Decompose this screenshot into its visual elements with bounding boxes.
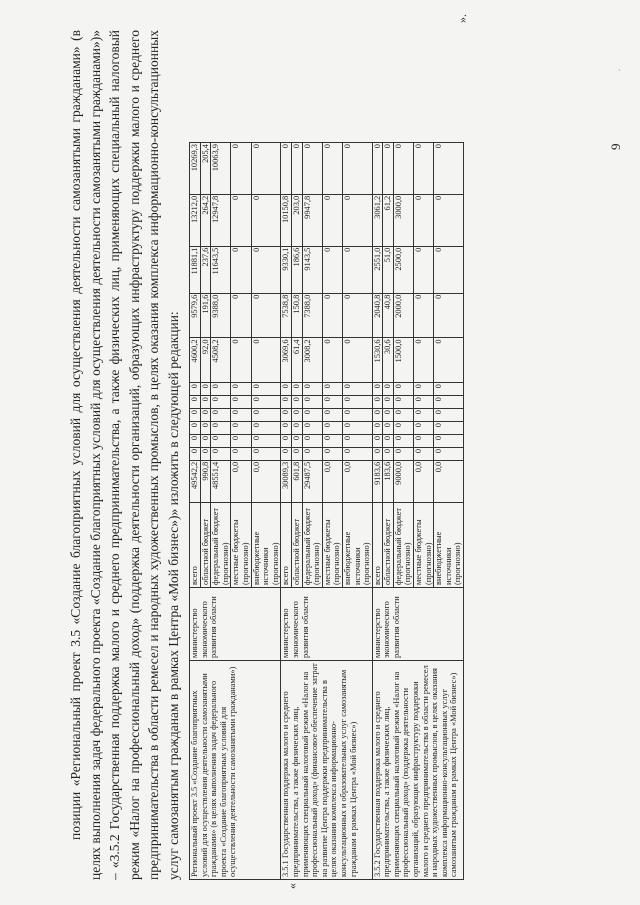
value-cell: 0 (342, 246, 372, 293)
value-cell: 51,0 (383, 246, 394, 293)
value-cell: 9000,0 (393, 460, 413, 502)
funding-source-cell: всего (372, 503, 383, 588)
value-cell: 0 (322, 447, 342, 460)
value-cell: 205,4 (200, 143, 211, 195)
budget-table (189, 30, 464, 880)
value-cell: 0 (200, 396, 211, 409)
value-cell: 0 (434, 293, 464, 338)
value-cell: 0 (393, 396, 413, 409)
value-cell: 13212,0 (190, 194, 201, 246)
value-cell: 0 (231, 434, 251, 447)
value-cell: 9579,6 (190, 293, 201, 338)
value-cell: 0,0 (342, 460, 372, 502)
value-cell: 9388,0 (211, 293, 231, 338)
funding-source-cell: федеральный бюджет (прогнозно) (302, 503, 322, 588)
value-cell: 0 (342, 143, 372, 195)
value-cell: 0 (383, 396, 394, 409)
value-cell: 0 (251, 143, 281, 195)
value-cell: 0 (190, 447, 201, 460)
value-cell: 0 (190, 422, 201, 435)
value-cell: 0 (383, 422, 394, 435)
value-cell: 9143,5 (302, 246, 322, 293)
value-cell: 0 (414, 422, 434, 435)
value-cell: 0 (383, 434, 394, 447)
value-cell: 0 (414, 246, 434, 293)
value-cell: 0 (414, 143, 434, 195)
value-cell: 0 (414, 383, 434, 396)
funding-source-cell: всего (281, 503, 292, 588)
value-cell: 0 (434, 434, 464, 447)
value-cell: 0 (291, 143, 302, 195)
value-cell: 9330,1 (281, 246, 292, 293)
value-cell: 0 (231, 447, 251, 460)
value-cell: 0 (211, 383, 231, 396)
value-cell: 0 (342, 447, 372, 460)
value-cell: 0 (291, 422, 302, 435)
funding-source-cell: всего (190, 503, 201, 588)
value-cell: 0 (302, 383, 322, 396)
value-cell: 0 (200, 447, 211, 460)
value-cell: 0 (414, 447, 434, 460)
value-cell: 0 (342, 409, 372, 422)
value-cell: 0 (211, 396, 231, 409)
value-cell: 0 (251, 246, 281, 293)
value-cell: 30,6 (383, 338, 394, 383)
rotated-page-content (66, 14, 606, 889)
value-cell: 0 (251, 434, 281, 447)
closing-quote: ». (455, 14, 470, 23)
value-cell: 4508,2 (211, 338, 231, 383)
value-cell: 61,2 (383, 194, 394, 246)
value-cell: 0 (251, 338, 281, 383)
measure-name-cell: 3.5.2 Государственная поддержка малого и среднего предпринимательства, а также физических лиц, применяющих специальный налоговый режим «Налог на профессиональный доход» (поддержка деятельности организаций, образующих инфраструктуру поддержки малого и среднего предпринимательства в области ремесел и народных художественных промыслов, в целях оказания комплекса информационно-консультационных услуг самозанятым гражданам в рамках Центра «Мой бизнес») (372, 660, 463, 879)
value-cell: 0 (434, 422, 464, 435)
value-cell: 0 (434, 246, 464, 293)
value-cell: 3008,2 (302, 338, 322, 383)
value-cell: 0 (393, 383, 413, 396)
value-cell: 0 (393, 143, 413, 195)
value-cell: 0 (231, 293, 251, 338)
measure-name-cell: 3.5.1 Государственная поддержка малого и среднего предпринимательства, а также физических лиц, применяющих специальный налоговый режим «Налог на профессиональный доход» (финансовое обеспечение затрат на развитие Центра поддержки предпринимательства в целях оказания комплекса информационно-консультационных и образовательных услуг самозанятым гражданам в рамках Центра «Мой бизнес») (281, 660, 372, 879)
value-cell: 0 (434, 396, 464, 409)
value-cell: 0 (393, 434, 413, 447)
funding-source-cell: местные бюджеты (прогнозно) (322, 503, 342, 588)
value-cell: 0 (322, 246, 342, 293)
value-cell: 0 (291, 383, 302, 396)
value-cell: 0 (322, 194, 342, 246)
value-cell: 0 (383, 143, 394, 195)
value-cell: 10150,8 (281, 194, 292, 246)
value-cell: 0 (434, 409, 464, 422)
funding-source-cell: внебюджетные источники (прогнозно) (434, 503, 464, 588)
value-cell: 150,8 (291, 293, 302, 338)
value-cell: 0 (414, 434, 434, 447)
value-cell: 0 (281, 396, 292, 409)
opening-quote: « (285, 883, 299, 889)
value-cell: 0 (372, 143, 383, 195)
value-cell: 0 (281, 143, 292, 195)
value-cell: 0 (342, 194, 372, 246)
value-cell: 29487,5 (302, 460, 322, 502)
executor-cell: министерство экономического развития области (190, 587, 281, 660)
value-cell: 61,4 (291, 338, 302, 383)
value-cell: 0 (231, 409, 251, 422)
value-cell: 0 (342, 396, 372, 409)
value-cell: 601,8 (291, 460, 302, 502)
value-cell: 0 (302, 409, 322, 422)
measure-name-cell: Региональный проект 3.5 «Создание благоприятных условий для осуществления деятельности самозанятыми гражданами» (в целях выполнения задач федерального проекта «Создание благоприятных условий для осуществления деятельности самозанятыми гражданами») (190, 660, 281, 879)
value-cell: 0 (342, 293, 372, 338)
value-cell: 990,8 (200, 460, 211, 502)
value-cell: 0 (281, 383, 292, 396)
value-cell: 0 (231, 194, 251, 246)
value-cell: 40,8 (383, 293, 394, 338)
value-cell: 0 (251, 194, 281, 246)
value-cell: 237,6 (200, 246, 211, 293)
value-cell: 0 (414, 396, 434, 409)
value-cell: 0 (372, 447, 383, 460)
value-cell: 0 (211, 434, 231, 447)
value-cell: 2040,8 (372, 293, 383, 338)
value-cell: 0 (322, 383, 342, 396)
value-cell: 0 (302, 447, 322, 460)
value-cell: 0 (251, 293, 281, 338)
value-cell: 0 (231, 422, 251, 435)
value-cell: 0 (322, 409, 342, 422)
value-cell: 2551,0 (372, 246, 383, 293)
value-cell: 0 (393, 447, 413, 460)
value-cell: 0 (281, 422, 292, 435)
value-cell: 0 (231, 338, 251, 383)
value-cell: 191,6 (200, 293, 211, 338)
value-cell: 92,0 (200, 338, 211, 383)
value-cell: 0,0 (434, 460, 464, 502)
value-cell: 183,6 (383, 460, 394, 502)
value-cell: 0 (200, 422, 211, 435)
table-row (372, 31, 383, 880)
value-cell: 4600,2 (190, 338, 201, 383)
value-cell: 0 (393, 409, 413, 422)
value-cell: 49542,2 (190, 460, 201, 502)
value-cell: 0 (322, 338, 342, 383)
value-cell: 0 (251, 447, 281, 460)
funding-source-cell: федеральный бюджет (прогнозно) (211, 503, 231, 588)
value-cell: 0 (251, 409, 281, 422)
value-cell: 0 (414, 338, 434, 383)
value-cell: 0 (200, 409, 211, 422)
value-cell: 203,0 (291, 194, 302, 246)
value-cell: 0 (211, 409, 231, 422)
value-cell: 0 (281, 409, 292, 422)
value-cell: 0 (231, 246, 251, 293)
table-row (190, 31, 201, 880)
value-cell: 0 (414, 293, 434, 338)
value-cell: 3061,2 (372, 194, 383, 246)
value-cell: 0 (322, 293, 342, 338)
value-cell: 0 (251, 383, 281, 396)
value-cell: 30089,3 (281, 460, 292, 502)
value-cell: 0 (251, 396, 281, 409)
value-cell: 0,0 (322, 460, 342, 502)
funding-source-cell: местные бюджеты (прогнозно) (414, 503, 434, 588)
value-cell: 2500,0 (393, 246, 413, 293)
value-cell: 0 (322, 143, 342, 195)
value-cell: 9183,6 (372, 460, 383, 502)
value-cell: 0 (190, 383, 201, 396)
value-cell: 0 (200, 383, 211, 396)
value-cell: 0 (342, 434, 372, 447)
value-cell: 0 (211, 447, 231, 460)
value-cell: 0 (302, 396, 322, 409)
value-cell: 0 (231, 143, 251, 195)
value-cell: 0 (211, 422, 231, 435)
value-cell: 0 (372, 409, 383, 422)
value-cell: 0 (434, 447, 464, 460)
value-cell: 11881,1 (190, 246, 201, 293)
value-cell: 0 (302, 434, 322, 447)
value-cell: 3000,0 (393, 194, 413, 246)
value-cell: 0 (190, 409, 201, 422)
value-cell: 0 (414, 409, 434, 422)
value-cell: 0 (302, 143, 322, 195)
funding-source-cell: внебюджетные источники (прогнозно) (342, 503, 372, 588)
value-cell: 3069,6 (281, 338, 292, 383)
funding-source-cell: областной бюджет (291, 503, 302, 588)
value-cell: 2000,0 (393, 293, 413, 338)
value-cell: 0 (291, 409, 302, 422)
value-cell: 0 (372, 434, 383, 447)
value-cell: 0,0 (414, 460, 434, 502)
value-cell: 0 (281, 434, 292, 447)
value-cell: 0 (372, 383, 383, 396)
value-cell: 11643,5 (211, 246, 231, 293)
executor-cell: министерство экономического развития области (372, 587, 463, 660)
value-cell: 0 (291, 396, 302, 409)
value-cell: 12947,8 (211, 194, 231, 246)
value-cell: 0 (383, 383, 394, 396)
value-cell: 0 (434, 194, 464, 246)
value-cell: 0 (251, 422, 281, 435)
value-cell: 0 (322, 396, 342, 409)
value-cell: 48551,4 (211, 460, 231, 502)
value-cell: 0 (342, 422, 372, 435)
value-cell: 0 (434, 143, 464, 195)
value-cell: 0 (383, 409, 394, 422)
value-cell: 0 (302, 422, 322, 435)
value-cell: 0 (190, 396, 201, 409)
funding-source-cell: федеральный бюджет (прогнозно) (393, 503, 413, 588)
executor-cell: министерство экономического развития области (281, 587, 372, 660)
value-cell: 10269,3 (190, 143, 201, 195)
value-cell: 9947,8 (302, 194, 322, 246)
value-cell: 0,0 (251, 460, 281, 502)
value-cell: 0 (291, 434, 302, 447)
table-row (281, 31, 292, 880)
value-cell: 0 (393, 422, 413, 435)
value-cell: 0 (231, 383, 251, 396)
scan-mark: · (618, 66, 621, 75)
value-cell: 10063,9 (211, 143, 231, 195)
value-cell: 0 (291, 447, 302, 460)
value-cell: 1530,6 (372, 338, 383, 383)
value-cell: 0 (322, 422, 342, 435)
value-cell: 0 (281, 447, 292, 460)
value-cell: 0 (414, 194, 434, 246)
value-cell: 1500,0 (393, 338, 413, 383)
value-cell: 0 (322, 434, 342, 447)
funding-source-cell: областной бюджет (383, 503, 394, 588)
value-cell: 0 (434, 338, 464, 383)
value-cell: 0 (383, 447, 394, 460)
value-cell: 7388,0 (302, 293, 322, 338)
value-cell: 186,6 (291, 246, 302, 293)
funding-source-cell: областной бюджет (200, 503, 211, 588)
value-cell: 0,0 (231, 460, 251, 502)
value-cell: 0 (434, 383, 464, 396)
value-cell: 0 (372, 396, 383, 409)
value-cell: 0 (231, 396, 251, 409)
value-cell: 0 (372, 422, 383, 435)
page-number: 9 (608, 143, 623, 150)
value-cell: 264,2 (200, 194, 211, 246)
value-cell: 0 (342, 383, 372, 396)
funding-source-cell: внебюджетные источники (прогнозно) (251, 503, 281, 588)
intro-paragraph: позиции «Региональный проект 3.5 «Создание благоприятных условий для осуществления деятельности самозанятыми гражданами» (в целях выполнения задач федерального проекта «Создание благоприятных условий для осуществления деятельности самозанятыми гражданами»)» – «3.5.2 Государственная поддержка малого и среднего предпринимательства, а также физических лиц, применяющих специальный налоговый режим «Налог на профессиональный доход» (поддержка деятельности организаций, образующих инфраструктуру поддержки малого и среднего предпринимательства в области ремесел и народных художественных промыслов, в целях оказания комплекса информационно-консультационных услуг самозанятым гражданам в рамках Центра «Мой бизнес»)» изложить в следующей редакции: (68, 30, 181, 880)
value-cell: 0 (190, 434, 201, 447)
value-cell: 0 (342, 338, 372, 383)
funding-source-cell: местные бюджеты (прогнозно) (231, 503, 251, 588)
value-cell: 7538,8 (281, 293, 292, 338)
value-cell: 0 (200, 434, 211, 447)
